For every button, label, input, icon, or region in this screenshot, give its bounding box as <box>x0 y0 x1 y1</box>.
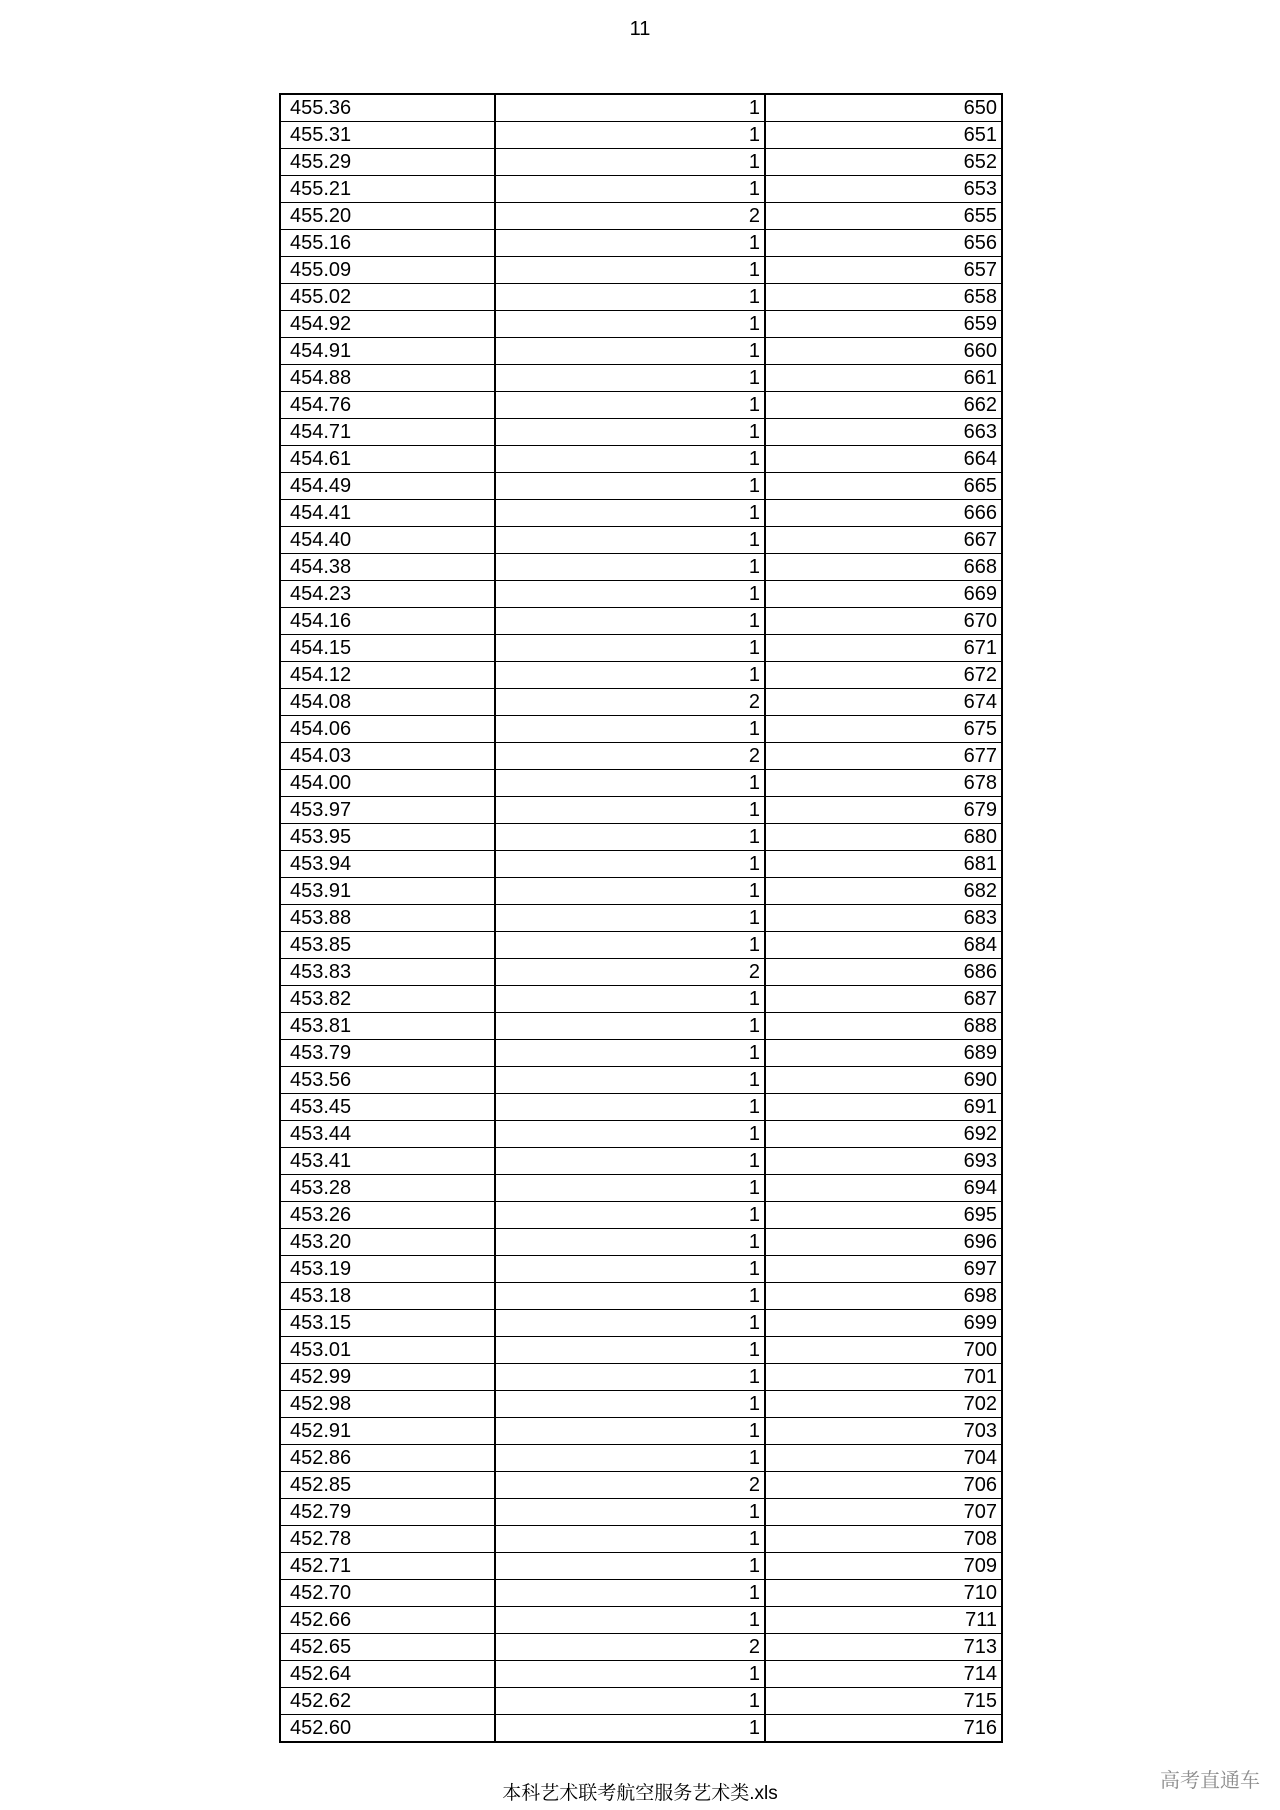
count-cell: 1 <box>495 392 765 419</box>
score-cell: 452.78 <box>280 1526 495 1553</box>
count-cell: 2 <box>495 959 765 986</box>
table-row <box>280 1391 1002 1418</box>
cumulative-cell: 695 <box>765 1202 1002 1229</box>
count-cell: 1 <box>495 1607 765 1634</box>
table-row <box>280 257 1002 284</box>
cumulative-cell: 707 <box>765 1499 1002 1526</box>
score-cell: 452.66 <box>280 1607 495 1634</box>
score-cell: 454.23 <box>280 581 495 608</box>
cumulative-cell: 699 <box>765 1310 1002 1337</box>
table-row <box>280 1013 1002 1040</box>
table-row <box>280 1499 1002 1526</box>
score-cell: 454.61 <box>280 446 495 473</box>
score-cell: 455.21 <box>280 176 495 203</box>
score-cell: 452.64 <box>280 1661 495 1688</box>
table-row <box>280 1040 1002 1067</box>
table-row <box>280 851 1002 878</box>
cumulative-cell: 687 <box>765 986 1002 1013</box>
cumulative-cell: 711 <box>765 1607 1002 1634</box>
table-row <box>280 527 1002 554</box>
count-cell: 1 <box>495 1661 765 1688</box>
score-cell: 453.91 <box>280 878 495 905</box>
count-cell: 1 <box>495 1580 765 1607</box>
score-cell: 455.29 <box>280 149 495 176</box>
cumulative-cell: 662 <box>765 392 1002 419</box>
cumulative-cell: 653 <box>765 176 1002 203</box>
cumulative-cell: 652 <box>765 149 1002 176</box>
cumulative-cell: 661 <box>765 365 1002 392</box>
table-row <box>280 1067 1002 1094</box>
cumulative-cell: 655 <box>765 203 1002 230</box>
count-cell: 1 <box>495 662 765 689</box>
count-cell: 1 <box>495 1229 765 1256</box>
count-cell: 1 <box>495 635 765 662</box>
cumulative-cell: 679 <box>765 797 1002 824</box>
cumulative-cell: 659 <box>765 311 1002 338</box>
table-row <box>280 662 1002 689</box>
table-row <box>280 743 1002 770</box>
count-cell: 1 <box>495 1013 765 1040</box>
score-cell: 452.65 <box>280 1634 495 1661</box>
table-row <box>280 392 1002 419</box>
cumulative-cell: 650 <box>765 94 1002 122</box>
table-row <box>280 959 1002 986</box>
cumulative-cell: 698 <box>765 1283 1002 1310</box>
count-cell: 1 <box>495 1364 765 1391</box>
count-cell: 1 <box>495 257 765 284</box>
table-row <box>280 1607 1002 1634</box>
cumulative-cell: 677 <box>765 743 1002 770</box>
count-cell: 1 <box>495 1256 765 1283</box>
cumulative-cell: 680 <box>765 824 1002 851</box>
score-cell: 454.88 <box>280 365 495 392</box>
score-cell: 454.92 <box>280 311 495 338</box>
score-cell: 453.19 <box>280 1256 495 1283</box>
cumulative-cell: 671 <box>765 635 1002 662</box>
score-cell: 453.28 <box>280 1175 495 1202</box>
table-row <box>280 1634 1002 1661</box>
cumulative-cell: 691 <box>765 1094 1002 1121</box>
table-row <box>280 1148 1002 1175</box>
cumulative-cell: 683 <box>765 905 1002 932</box>
table-row <box>280 1418 1002 1445</box>
score-cell: 453.88 <box>280 905 495 932</box>
count-cell: 1 <box>495 716 765 743</box>
cumulative-cell: 686 <box>765 959 1002 986</box>
score-cell: 453.45 <box>280 1094 495 1121</box>
count-cell: 1 <box>495 149 765 176</box>
table-row <box>280 1445 1002 1472</box>
score-cell: 454.71 <box>280 419 495 446</box>
count-cell: 1 <box>495 878 765 905</box>
count-cell: 1 <box>495 851 765 878</box>
count-cell: 1 <box>495 554 765 581</box>
cumulative-cell: 670 <box>765 608 1002 635</box>
score-cell: 452.79 <box>280 1499 495 1526</box>
score-cell: 455.36 <box>280 94 495 122</box>
table-row <box>280 1175 1002 1202</box>
table-row <box>280 473 1002 500</box>
count-cell: 1 <box>495 770 765 797</box>
score-cell: 455.02 <box>280 284 495 311</box>
score-cell: 452.98 <box>280 1391 495 1418</box>
count-cell: 1 <box>495 527 765 554</box>
table-row <box>280 1661 1002 1688</box>
count-cell: 1 <box>495 419 765 446</box>
cumulative-cell: 716 <box>765 1715 1002 1743</box>
cumulative-cell: 657 <box>765 257 1002 284</box>
score-cell: 453.15 <box>280 1310 495 1337</box>
cumulative-cell: 690 <box>765 1067 1002 1094</box>
table-row <box>280 1283 1002 1310</box>
count-cell: 1 <box>495 446 765 473</box>
table-row <box>280 716 1002 743</box>
table-row <box>280 500 1002 527</box>
table-row <box>280 94 1002 122</box>
count-cell: 1 <box>495 338 765 365</box>
score-cell: 452.85 <box>280 1472 495 1499</box>
table-row <box>280 1472 1002 1499</box>
count-cell: 1 <box>495 1148 765 1175</box>
table-row <box>280 1526 1002 1553</box>
cumulative-cell: 710 <box>765 1580 1002 1607</box>
score-table-body <box>280 94 1002 1742</box>
table-row <box>280 581 1002 608</box>
score-cell: 453.56 <box>280 1067 495 1094</box>
score-cell: 453.83 <box>280 959 495 986</box>
table-row <box>280 1337 1002 1364</box>
cumulative-cell: 702 <box>765 1391 1002 1418</box>
score-cell: 455.20 <box>280 203 495 230</box>
count-cell: 1 <box>495 94 765 122</box>
count-cell: 1 <box>495 905 765 932</box>
count-cell: 1 <box>495 365 765 392</box>
count-cell: 1 <box>495 1418 765 1445</box>
score-cell: 454.00 <box>280 770 495 797</box>
table-row <box>280 635 1002 662</box>
count-cell: 1 <box>495 500 765 527</box>
score-cell: 454.03 <box>280 743 495 770</box>
table-row <box>280 1364 1002 1391</box>
table-row <box>280 1202 1002 1229</box>
table-row <box>280 878 1002 905</box>
cumulative-cell: 675 <box>765 716 1002 743</box>
score-cell: 453.79 <box>280 1040 495 1067</box>
count-cell: 1 <box>495 1499 765 1526</box>
count-cell: 1 <box>495 1526 765 1553</box>
count-cell: 2 <box>495 203 765 230</box>
score-cell: 454.41 <box>280 500 495 527</box>
cumulative-cell: 700 <box>765 1337 1002 1364</box>
table-row <box>280 1121 1002 1148</box>
cumulative-cell: 667 <box>765 527 1002 554</box>
count-cell: 1 <box>495 284 765 311</box>
table-row <box>280 905 1002 932</box>
count-cell: 1 <box>495 1445 765 1472</box>
count-cell: 1 <box>495 1040 765 1067</box>
table-row <box>280 338 1002 365</box>
count-cell: 1 <box>495 311 765 338</box>
score-cell: 454.38 <box>280 554 495 581</box>
table-row <box>280 1580 1002 1607</box>
count-cell: 1 <box>495 581 765 608</box>
count-cell: 1 <box>495 1175 765 1202</box>
score-cell: 454.16 <box>280 608 495 635</box>
table-row <box>280 203 1002 230</box>
footer-filename: 本科艺术联考航空服务艺术类.xls <box>502 1783 778 1804</box>
table-row <box>280 446 1002 473</box>
cumulative-cell: 663 <box>765 419 1002 446</box>
cumulative-cell: 696 <box>765 1229 1002 1256</box>
count-cell: 1 <box>495 1202 765 1229</box>
cumulative-cell: 697 <box>765 1256 1002 1283</box>
table-row <box>280 284 1002 311</box>
score-cell: 454.12 <box>280 662 495 689</box>
count-cell: 1 <box>495 1310 765 1337</box>
count-cell: 1 <box>495 932 765 959</box>
count-cell: 1 <box>495 1283 765 1310</box>
cumulative-cell: 672 <box>765 662 1002 689</box>
cumulative-cell: 704 <box>765 1445 1002 1472</box>
score-cell: 454.49 <box>280 473 495 500</box>
page-number: 11 <box>629 18 651 40</box>
count-cell: 1 <box>495 230 765 257</box>
table-row <box>280 122 1002 149</box>
table-row <box>280 824 1002 851</box>
cumulative-cell: 692 <box>765 1121 1002 1148</box>
cumulative-cell: 658 <box>765 284 1002 311</box>
cumulative-cell: 682 <box>765 878 1002 905</box>
score-cell: 453.01 <box>280 1337 495 1364</box>
cumulative-cell: 706 <box>765 1472 1002 1499</box>
table-row <box>280 311 1002 338</box>
cumulative-cell: 664 <box>765 446 1002 473</box>
score-cell: 452.70 <box>280 1580 495 1607</box>
cumulative-cell: 651 <box>765 122 1002 149</box>
count-cell: 1 <box>495 1067 765 1094</box>
cumulative-cell: 708 <box>765 1526 1002 1553</box>
count-cell: 1 <box>495 797 765 824</box>
score-cell: 452.86 <box>280 1445 495 1472</box>
table-row <box>280 419 1002 446</box>
table-row <box>280 230 1002 257</box>
cumulative-cell: 709 <box>765 1553 1002 1580</box>
table-row <box>280 1094 1002 1121</box>
table-row <box>280 608 1002 635</box>
score-cell: 453.94 <box>280 851 495 878</box>
score-cell: 453.85 <box>280 932 495 959</box>
count-cell: 1 <box>495 1391 765 1418</box>
score-cell: 455.16 <box>280 230 495 257</box>
score-cell: 453.81 <box>280 1013 495 1040</box>
count-cell: 1 <box>495 824 765 851</box>
score-cell: 453.97 <box>280 797 495 824</box>
cumulative-cell: 678 <box>765 770 1002 797</box>
watermark: 高考直通车 <box>1160 1770 1260 1792</box>
score-cell: 453.41 <box>280 1148 495 1175</box>
table-row <box>280 149 1002 176</box>
score-cell: 454.40 <box>280 527 495 554</box>
score-cell: 453.18 <box>280 1283 495 1310</box>
table-row <box>280 1688 1002 1715</box>
score-cell: 453.44 <box>280 1121 495 1148</box>
table-row <box>280 797 1002 824</box>
count-cell: 1 <box>495 1715 765 1743</box>
score-cell: 454.15 <box>280 635 495 662</box>
cumulative-cell: 701 <box>765 1364 1002 1391</box>
cumulative-cell: 656 <box>765 230 1002 257</box>
count-cell: 1 <box>495 1121 765 1148</box>
score-cell: 454.76 <box>280 392 495 419</box>
cumulative-cell: 660 <box>765 338 1002 365</box>
cumulative-cell: 693 <box>765 1148 1002 1175</box>
score-cell: 452.60 <box>280 1715 495 1743</box>
cumulative-cell: 681 <box>765 851 1002 878</box>
count-cell: 2 <box>495 689 765 716</box>
cumulative-cell: 714 <box>765 1661 1002 1688</box>
score-cell: 452.99 <box>280 1364 495 1391</box>
score-cell: 455.31 <box>280 122 495 149</box>
cumulative-cell: 668 <box>765 554 1002 581</box>
count-cell: 1 <box>495 122 765 149</box>
cumulative-cell: 665 <box>765 473 1002 500</box>
score-cell: 454.91 <box>280 338 495 365</box>
score-table <box>279 93 1003 1743</box>
count-cell: 2 <box>495 1472 765 1499</box>
cumulative-cell: 684 <box>765 932 1002 959</box>
score-cell: 453.82 <box>280 986 495 1013</box>
cumulative-cell: 715 <box>765 1688 1002 1715</box>
table-row <box>280 986 1002 1013</box>
score-cell: 455.09 <box>280 257 495 284</box>
score-cell: 452.62 <box>280 1688 495 1715</box>
count-cell: 2 <box>495 743 765 770</box>
table-row <box>280 689 1002 716</box>
cumulative-cell: 666 <box>765 500 1002 527</box>
count-cell: 1 <box>495 1688 765 1715</box>
cumulative-cell: 688 <box>765 1013 1002 1040</box>
score-cell: 452.71 <box>280 1553 495 1580</box>
score-cell: 453.20 <box>280 1229 495 1256</box>
score-cell: 453.26 <box>280 1202 495 1229</box>
table-row <box>280 176 1002 203</box>
table-row <box>280 932 1002 959</box>
cumulative-cell: 674 <box>765 689 1002 716</box>
table-row <box>280 1715 1002 1743</box>
count-cell: 1 <box>495 473 765 500</box>
count-cell: 1 <box>495 176 765 203</box>
count-cell: 2 <box>495 1634 765 1661</box>
count-cell: 1 <box>495 1094 765 1121</box>
cumulative-cell: 703 <box>765 1418 1002 1445</box>
score-cell: 454.08 <box>280 689 495 716</box>
table-row <box>280 1553 1002 1580</box>
score-cell: 452.91 <box>280 1418 495 1445</box>
score-cell: 454.06 <box>280 716 495 743</box>
table-row <box>280 770 1002 797</box>
table-row <box>280 1310 1002 1337</box>
table-row <box>280 365 1002 392</box>
count-cell: 1 <box>495 608 765 635</box>
table-row <box>280 1229 1002 1256</box>
cumulative-cell: 669 <box>765 581 1002 608</box>
cumulative-cell: 713 <box>765 1634 1002 1661</box>
count-cell: 1 <box>495 986 765 1013</box>
cumulative-cell: 689 <box>765 1040 1002 1067</box>
count-cell: 1 <box>495 1337 765 1364</box>
count-cell: 1 <box>495 1553 765 1580</box>
table-row <box>280 1256 1002 1283</box>
cumulative-cell: 694 <box>765 1175 1002 1202</box>
table-row <box>280 554 1002 581</box>
score-cell: 453.95 <box>280 824 495 851</box>
